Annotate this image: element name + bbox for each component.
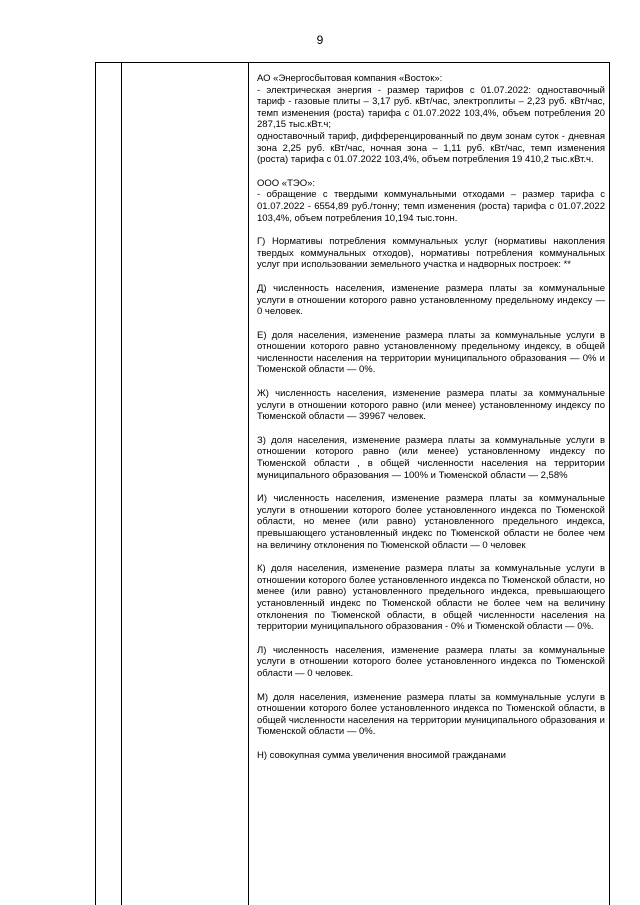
document-table <box>95 62 610 905</box>
paragraph-g-norms: Г) Нормативы потребления коммунальных услуг (нормативы накопления твердых коммунальных отходов), нормативы потребления коммунальных услуг при использовании земельного участка и надворных построек: ** <box>257 236 605 271</box>
paragraph-e: Е) доля населения, изменение размера платы за коммунальные услуги в отношении которого равно установленному предельному индексу, в общей численности населения на территории муниципального образования — 0% и Тюменской области — 0%. <box>257 329 605 376</box>
paragraph-l: Л) численность населения, изменение размера платы за коммунальные услуги в отношении которого более установленного индекса по Тюменской области — 0 человек. <box>257 644 605 679</box>
paragraph-i: И) численность населения, изменение размера платы за коммунальные услуги в отношении которого более установленного индекса по Тюменской области, но менее (или равно) установленного предельного индекса, превышающего установленный индекс по Тюменской области не более чем на величину отклонения по Тюменской области — 0 человек <box>257 493 605 551</box>
paragraph-n: Н) совокупная сумма увеличения вносимой гражданами <box>257 749 506 761</box>
page-number: 9 <box>316 33 324 47</box>
paragraph-m: М) доля населения, изменение размера платы за коммунальные услуги в отношении которого более установленного индекса по Тюменской области, в общей численности населения на территории муниципального образования и Тюменской области — 0%. <box>257 691 605 738</box>
paragraph-zh: Ж) численность населения, изменение размера платы за коммунальные услуги в отношении которого равно (или менее) установленному индексу по Тюменской области — 39967 человек. <box>257 388 605 423</box>
column-divider-1 <box>121 63 122 905</box>
paragraph-z: З) доля населения, изменение размера платы за коммунальные услуги в отношении которого равно (или менее) установленному индексу по Тюменской области , в общей численности населения на территории муниципального образования — 100% и Тюменской области — 2,58% <box>257 434 605 481</box>
paragraph-vostok-energy: АО «Энергосбытовая компания «Восток»: - электрическая энергия - размер тарифов с 01.07.2022: одноставочный тариф - газовые плиты – 3,17 руб. кВт/час, электроплиты – 2,23 руб. кВт/час, темп изменения (роста) тарифа с 01.07.2022 103,4%, объем потребления 20 287,15 тыс.кВт.ч; одноставочный тариф, дифференцированный по двум зонам суток - дневная зона 2,25 руб. кВт/час, ночная зона – 1,11 руб. кВт/час, темп изменения (роста) тарифа с 01.07.2022 103,4%, объем потребления 19 410,2 тыс.кВт.ч. <box>257 73 605 166</box>
paragraph-teo-waste: ООО «ТЭО»: - обращение с твердыми коммунальными отходами – размер тарифа с 01.07.2022 - 6554,89 руб./тонну; темп изменения (роста) тарифа с 01.07.2022 103,4%, объем потребления 10,194 тыс.тонн. <box>257 177 605 224</box>
column-divider-2 <box>248 63 249 905</box>
paragraph-d: Д) численность населения, изменение размера платы за коммунальные услуги в отношении которого равно установленному предельному индексу — 0 человек. <box>257 282 605 318</box>
paragraph-k: К) доля населения, изменение размера платы за коммунальные услуги в отношении которого более установленного индекса по Тюменской области, но менее (или равно) установленного предельного индекса, превышающего установленный индекс по Тюменской области не более чем на величину отклонения по Тюменской области, в общей численности населения на территории муниципального образования - 0% и Тюменской области — 0%. <box>257 563 605 633</box>
table-cell-content <box>257 73 605 762</box>
